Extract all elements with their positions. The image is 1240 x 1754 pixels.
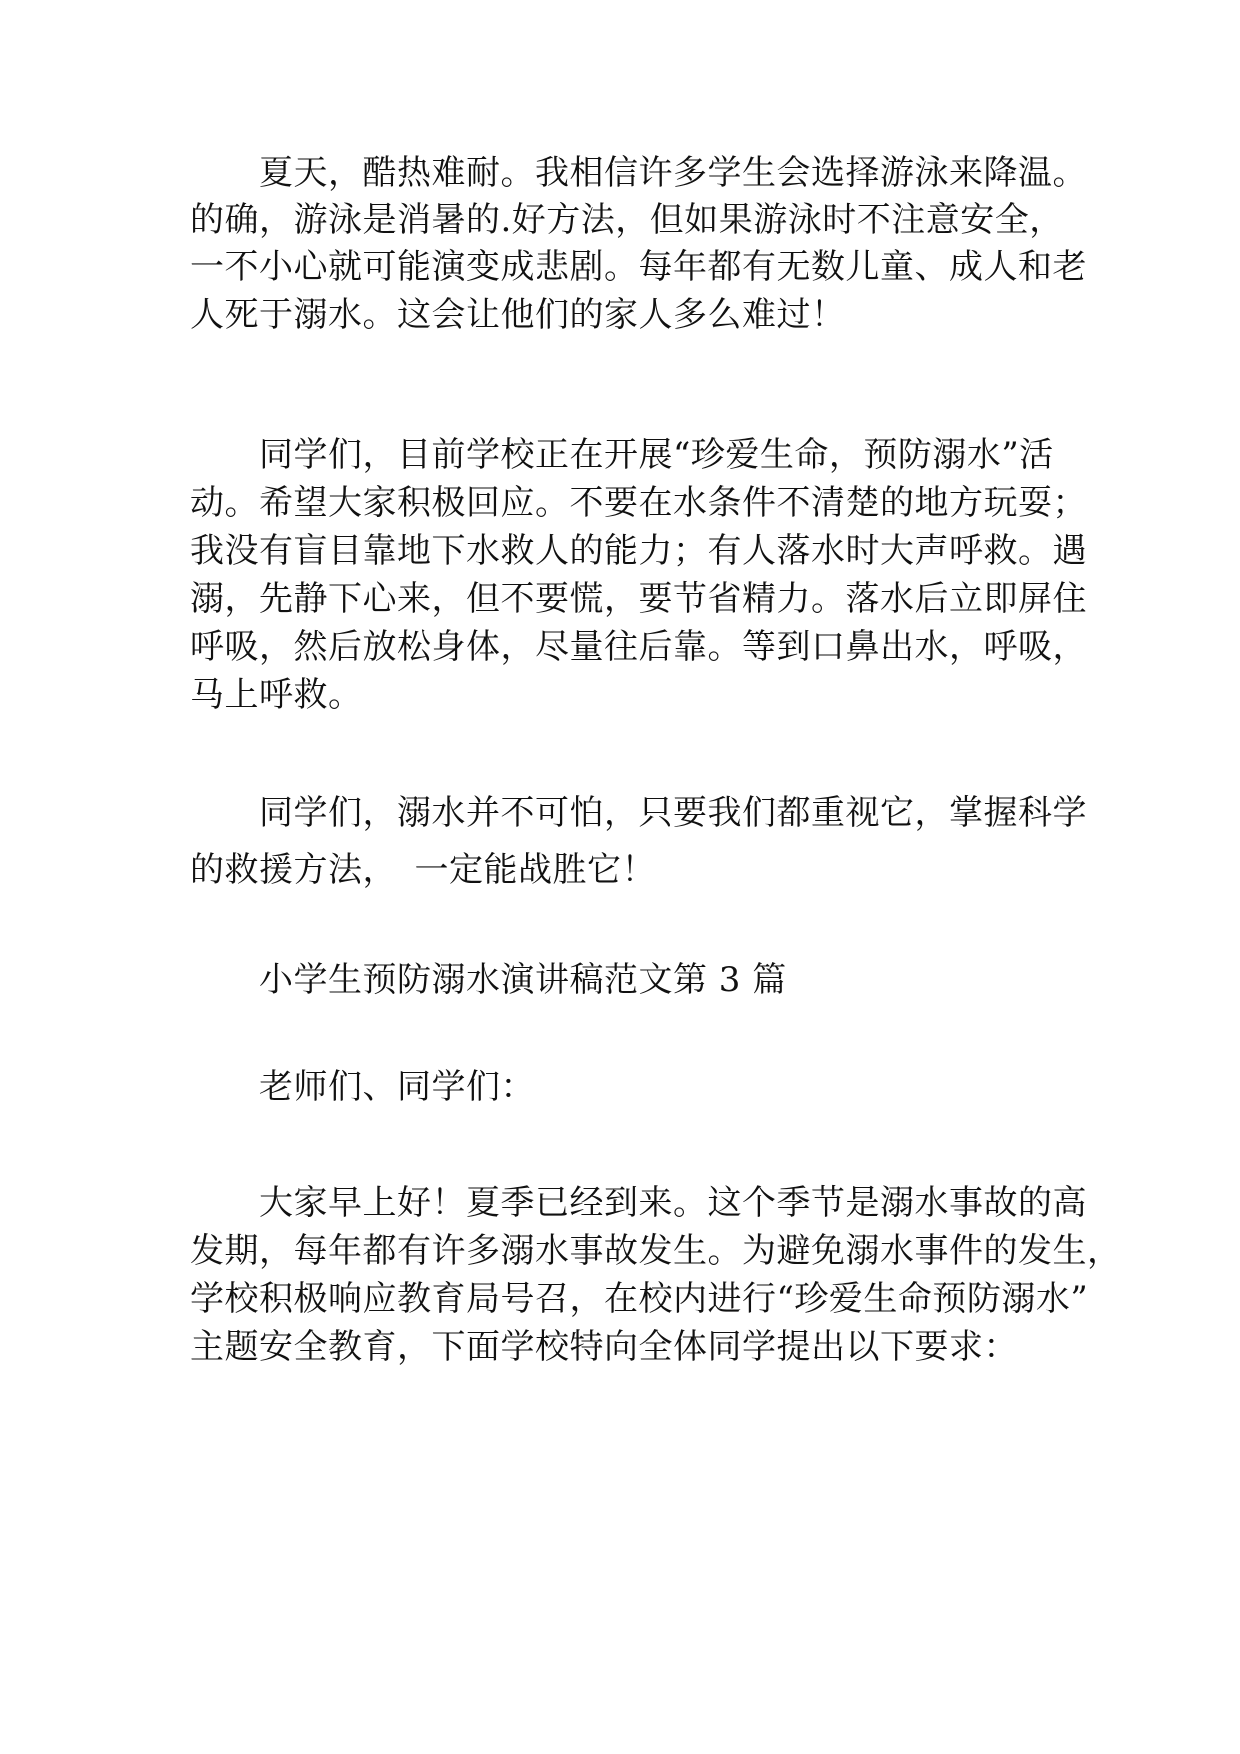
paragraph-2-line-6: 马上呼救。 [190, 675, 363, 715]
paragraph-4-line-1: 大家早上好！夏季已经到来。这个季节是溺水事故的高 [190, 1183, 1087, 1223]
paragraph-4-line-2: 发期，每年都有许多溺水事故发生。为避免溺水事件的发生， [190, 1231, 1122, 1271]
paragraph-1-line-2: 的确，游泳是消暑的.好方法，但如果游泳时不注意安全， [190, 200, 1064, 240]
paragraph-2-line-5: 呼吸，然后放松身体，尽量往后靠。等到口鼻出水，呼吸， [190, 627, 1087, 667]
paragraph-3-line-1: 同学们，溺水并不可怕，只要我们都重视它，掌握科学 [190, 793, 1087, 833]
section-heading: 小学生预防溺水演讲稿范文第 3 篇 [190, 960, 787, 1000]
paragraph-1-line-3: 一不小心就可能演变成悲剧。每年都有无数儿童、成人和老 [190, 247, 1087, 287]
paragraph-4-line-4: 主题安全教育，下面学校特向全体同学提出以下要求： [190, 1327, 1018, 1367]
paragraph-1-line-4: 人死于溺水。这会让他们的家人多么难过！ [190, 295, 846, 335]
paragraph-1-line-1: 夏天，酷热难耐。我相信许多学生会选择游泳来降温。 [190, 153, 1087, 193]
paragraph-2-line-4: 溺，先静下心来，但不要慌，要节省精力。落水后立即屏住 [190, 579, 1087, 619]
paragraph-2-line-2: 动。希望大家积极回应。不要在水条件不清楚的地方玩耍； [190, 483, 1087, 523]
paragraph-3-line-2: 的救援方法， 一定能战胜它！ [190, 850, 656, 890]
paragraph-4-line-3: 学校积极响应教育局号召，在校内进行“珍爱生命预防溺水” [190, 1279, 1089, 1319]
greeting-line: 老师们、同学们： [190, 1067, 535, 1107]
paragraph-2-line-1: 同学们，目前学校正在开展“珍爱生命，预防溺水”活 [190, 435, 1054, 475]
paragraph-2-line-3: 我没有盲目靠地下水救人的能力；有人落水时大声呼救。遇 [190, 531, 1087, 571]
